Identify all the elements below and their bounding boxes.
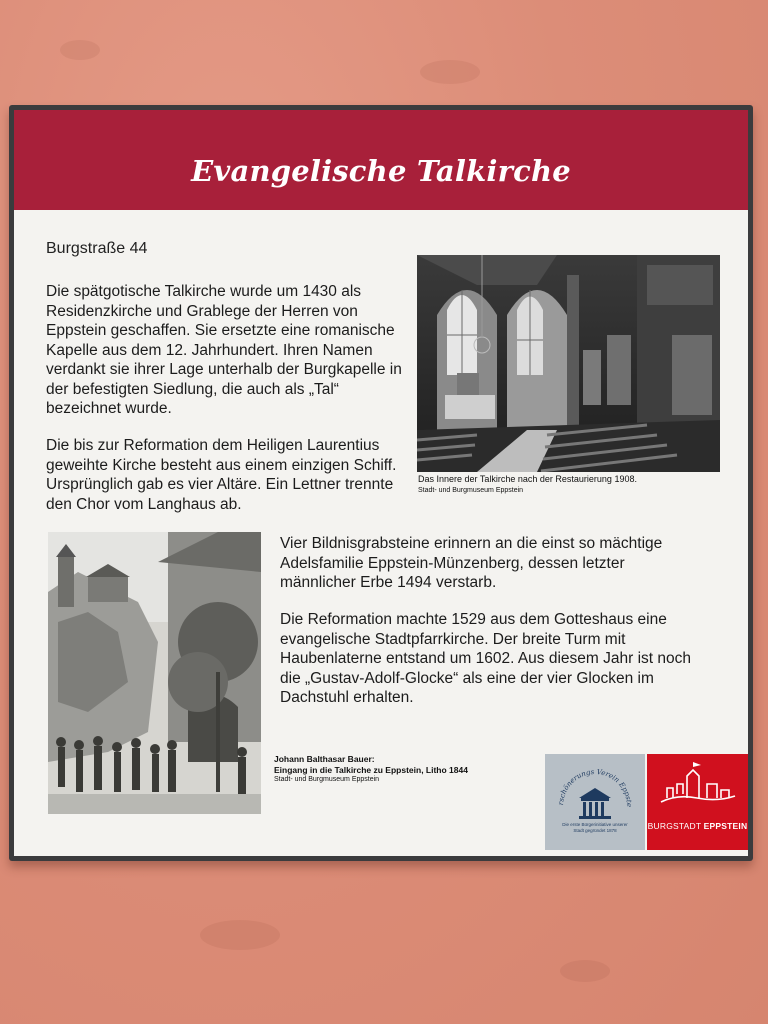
litho-credit: Stadt- und Burgmuseum Eppstein (274, 776, 380, 783)
burgstadt-logo (647, 754, 748, 850)
castle-skyline-icon (647, 754, 748, 814)
paragraph-reformation: Die Reformation machte 1529 aus dem Gotteshaus eine evangelische Stadtpfarrkirche. Der breite Turm mit Haubenlaterne entstand um 1602. Aus diesem Jahr ist noch die „Gustav-Adolf-Glocke“ als eine der vier Glocken im Dachstuhl erhalten. (280, 611, 692, 706)
verein-arc-text: rschönerungs Verein Eppste (556, 767, 634, 808)
sign-panel (14, 110, 748, 856)
info-sign (9, 105, 753, 861)
litho-caption (274, 754, 524, 786)
wall-texture (200, 920, 280, 950)
eppstein-word: EPPSTEIN (703, 821, 748, 831)
sign-header (14, 110, 748, 210)
litho-author: Johann Balthasar Bauer: (274, 754, 375, 764)
photo-credit: Stadt- und Burgmuseum Eppstein (418, 487, 524, 494)
paragraph-architecture: Die bis zur Reformation dem Heiligen Laurentius geweihte Kirche besteht aus einem einzigen Schiff. Ursprünglich gab es vier Altäre. Ein Lettner trennte den Chor vom Langhaus ab. (46, 437, 397, 513)
verein-subtext: Die erste Bürgerinitiative unserer Stadt gegründet 1878 (562, 822, 628, 833)
wall-texture (560, 960, 610, 982)
wall-texture (420, 60, 480, 84)
lithograph-image (48, 532, 261, 814)
church-interior-photo (417, 255, 720, 472)
photo-caption-text: Das Innere der Talkirche nach der Restaurierung 1908. (418, 474, 637, 484)
photo-caption (418, 474, 718, 496)
church-emblem-icon (545, 754, 645, 850)
litho-title: Eingang in die Talkirche zu Eppstein, Litho 1844 (274, 764, 468, 775)
burgstadt-word: BURGSTADT (647, 821, 702, 831)
address: Burgstraße 44 (46, 240, 148, 257)
wall-texture (60, 40, 100, 60)
verein-logo (545, 754, 645, 850)
burgstadt-logo-text (647, 821, 748, 831)
sign-title: Evangelische Talkirche (191, 154, 571, 188)
paragraph-gravestones: Vier Bildnisgrabsteine erinnern an die einst so mächtige Adelsfamilie Eppstein-Münzenberg, dessen letzter männlicher Erbe 1494 verstarb. (280, 535, 663, 591)
paragraph-history: Die spätgotische Talkirche wurde um 1430 als Residenzkirche und Grablege der Herren von Eppstein geschaffen. Sie ersetzte eine romanische Kapelle aus dem 12. Jahrhundert. Ihren Namen verdankt sie ihrer Lage unterhalb der Burgkapelle in der befestigten Siedlung, die auch als „Tal“ bezeichnet wurde. (46, 283, 402, 417)
